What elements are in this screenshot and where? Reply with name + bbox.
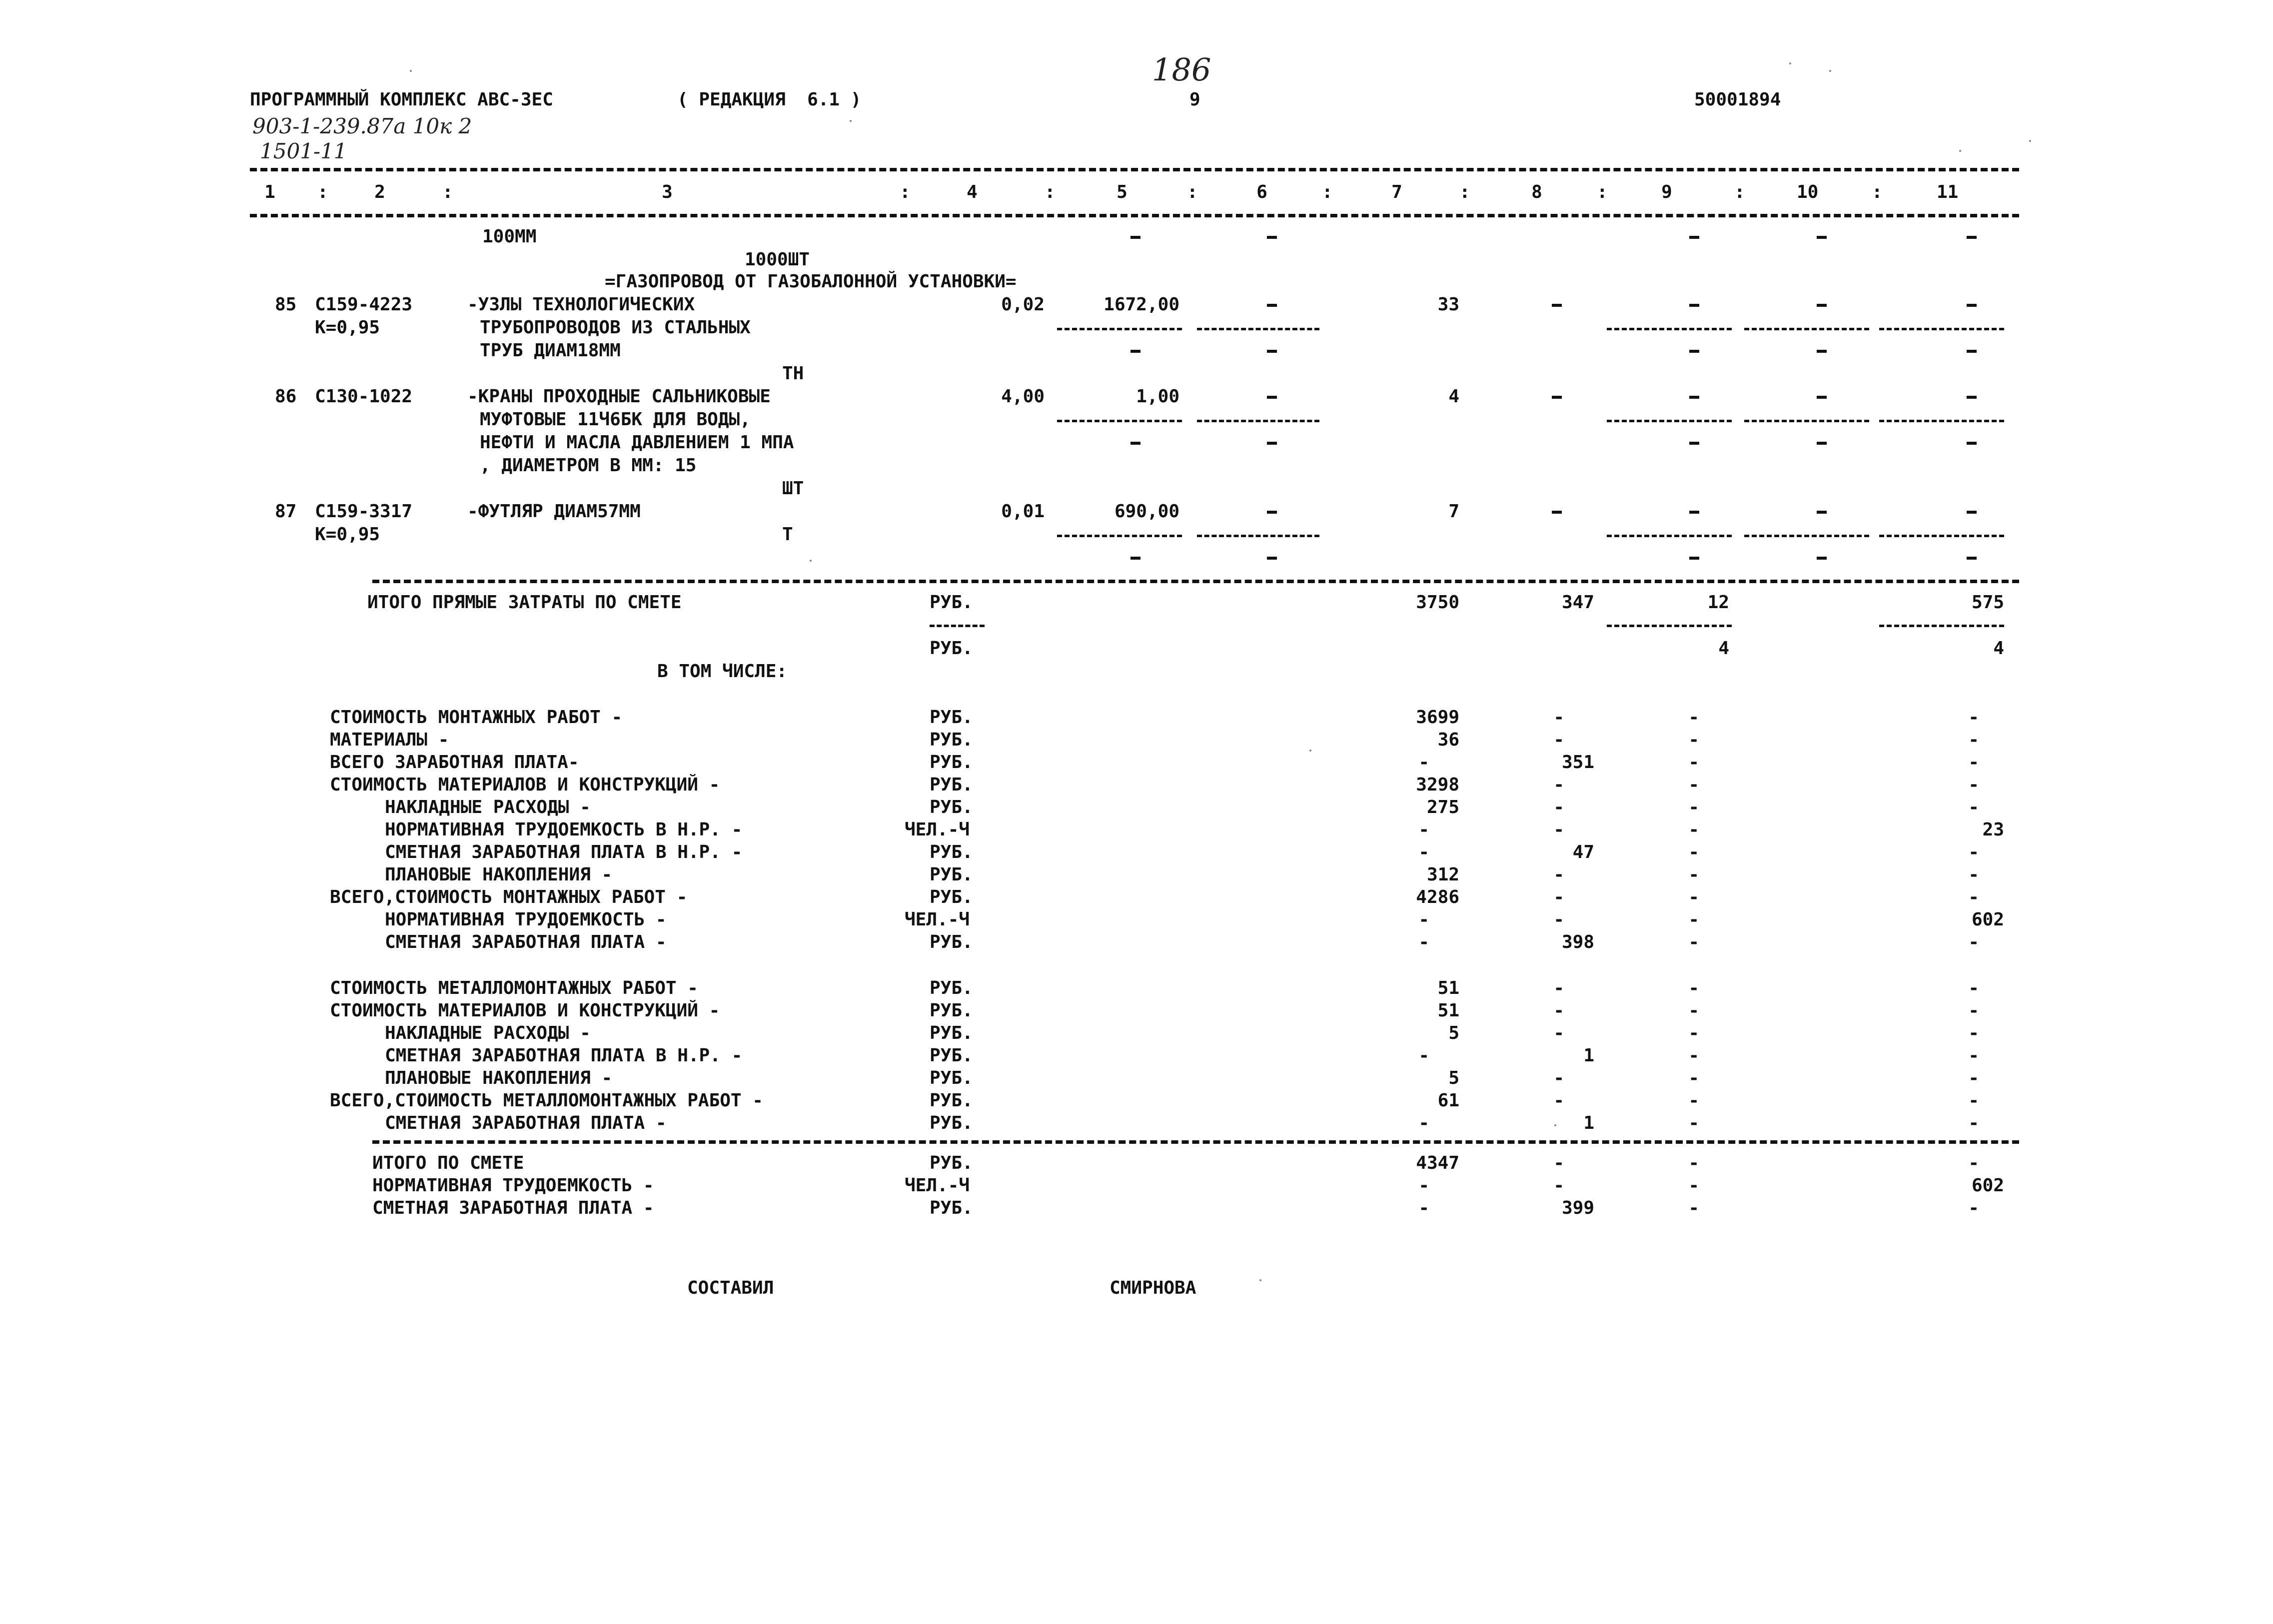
row-col7: 5 bbox=[1448, 1068, 1459, 1088]
row-col9: - bbox=[1688, 707, 1699, 728]
dash-11 bbox=[1967, 511, 1977, 514]
row-unit: РУБ. bbox=[930, 1113, 973, 1133]
direct-costs-col9: 12 bbox=[1707, 592, 1729, 613]
row-col11: - bbox=[1968, 978, 1979, 998]
dash-8 bbox=[1552, 511, 1562, 514]
row-unit: РУБ. bbox=[930, 1153, 973, 1173]
row-unit: ЧЕЛ.-Ч bbox=[905, 909, 970, 930]
row-col9: - bbox=[1688, 730, 1699, 750]
handwritten-page-number: 186 bbox=[1152, 51, 1211, 88]
dash-5b bbox=[1131, 442, 1140, 445]
direct-costs-col7: 3750 bbox=[1416, 592, 1459, 613]
item-code: С159-4223 bbox=[315, 294, 413, 315]
dash-5b bbox=[1131, 350, 1140, 353]
row-label: СТОИМОСТЬ МЕТАЛЛОМОНТАЖНЫХ РАБОТ - bbox=[330, 978, 698, 998]
col-header-2: 2 bbox=[374, 182, 385, 202]
row-label: ВСЕГО,СТОИМОСТЬ МОНТАЖНЫХ РАБОТ - bbox=[330, 887, 688, 907]
item-total: 4 bbox=[1448, 386, 1459, 407]
including-heading: В ТОМ ЧИСЛЕ: bbox=[657, 661, 788, 682]
row-col11: 602 bbox=[1971, 1175, 2004, 1196]
item-quantity: 0,01 bbox=[1001, 501, 1045, 522]
subrule-11 bbox=[1879, 328, 2004, 330]
row-col11: - bbox=[1968, 1045, 1979, 1066]
subrule-6 bbox=[1197, 420, 1319, 422]
row-col9: - bbox=[1688, 819, 1699, 840]
compiled-by-label: СОСТАВИЛ bbox=[687, 1278, 774, 1298]
row-unit: РУБ. bbox=[930, 932, 973, 952]
col-sep: : bbox=[1872, 182, 1883, 202]
row-unit: РУБ. bbox=[930, 864, 973, 885]
col-sep: : bbox=[900, 182, 911, 202]
dash-6 bbox=[1267, 396, 1277, 399]
row-col8: - bbox=[1553, 797, 1564, 817]
row-col9: - bbox=[1688, 978, 1699, 998]
subrule-9 bbox=[1607, 328, 1732, 330]
handwritten-sheet-number: 1501-11 bbox=[260, 139, 347, 163]
dash-11b bbox=[1967, 350, 1977, 353]
col-header-9: 9 bbox=[1661, 182, 1672, 202]
scan-speck bbox=[810, 560, 812, 562]
edition-label: ( РЕДАКЦИЯ 6.1 ) bbox=[677, 89, 862, 110]
rule-items-end bbox=[372, 580, 2019, 583]
rule-breakdown-end bbox=[372, 1140, 2019, 1144]
dash-11 bbox=[1967, 304, 1977, 307]
subrule-unit bbox=[930, 625, 985, 627]
item-unit-price: 690,00 bbox=[1114, 501, 1179, 522]
row-label: СМЕТНАЯ ЗАРАБОТНАЯ ПЛАТА В Н.Р. - bbox=[385, 1045, 743, 1066]
row-col11: - bbox=[1968, 1198, 1979, 1218]
row-unit: РУБ. bbox=[930, 887, 973, 907]
row-col8: 1 bbox=[1583, 1045, 1594, 1066]
item-name-line-3: ТРУБ ДИАМ18ММ bbox=[480, 340, 621, 361]
row-unit: РУБ. bbox=[930, 1045, 973, 1066]
col-header-5: 5 bbox=[1117, 182, 1128, 202]
row-col8: 351 bbox=[1561, 752, 1594, 773]
dash-6b bbox=[1267, 350, 1277, 353]
row-col9: - bbox=[1688, 1198, 1699, 1218]
subrow-col11: 4 bbox=[1993, 638, 2004, 659]
row-label: СМЕТНАЯ ЗАРАБОТНАЯ ПЛАТА - bbox=[385, 932, 667, 952]
row-col7: 3699 bbox=[1416, 707, 1459, 728]
row-col7: 51 bbox=[1437, 978, 1459, 998]
row-unit: РУБ. bbox=[930, 1198, 973, 1218]
dash-5b bbox=[1131, 557, 1140, 560]
scan-speck bbox=[1554, 1124, 1556, 1126]
row-unit: РУБ. bbox=[930, 842, 973, 862]
item-number: 86 bbox=[275, 386, 297, 407]
item-quantity: 0,02 bbox=[1001, 294, 1045, 315]
row-label: СМЕТНАЯ ЗАРАБОТНАЯ ПЛАТА - bbox=[385, 1113, 667, 1133]
subrule-11 bbox=[1879, 420, 2004, 422]
dash-11b bbox=[1967, 557, 1977, 560]
row-unit: РУБ. bbox=[930, 752, 973, 773]
row-label: ВСЕГО,СТОИМОСТЬ МЕТАЛЛОМОНТАЖНЫХ РАБОТ - bbox=[330, 1090, 763, 1111]
row-col8: 47 bbox=[1572, 842, 1594, 862]
row-unit: ЧЕЛ.-Ч bbox=[905, 1175, 970, 1196]
row-col7: 61 bbox=[1437, 1090, 1459, 1111]
row-col8: - bbox=[1553, 707, 1564, 728]
row-col9: - bbox=[1688, 775, 1699, 795]
compiled-by-name: СМИРНОВА bbox=[1110, 1278, 1196, 1298]
row-col7: - bbox=[1418, 819, 1429, 840]
row-col9: - bbox=[1688, 1090, 1699, 1111]
row-col9: - bbox=[1688, 1113, 1699, 1133]
item-coefficient: К=0,95 bbox=[315, 317, 380, 338]
dash-10b bbox=[1817, 557, 1827, 560]
item-unit: ШТ bbox=[782, 478, 804, 499]
row-col9: - bbox=[1688, 909, 1699, 930]
document-code: 50001894 bbox=[1694, 89, 1781, 110]
row-unit: ЧЕЛ.-Ч bbox=[905, 819, 970, 840]
row-col7: 312 bbox=[1426, 864, 1459, 885]
subrule-10 bbox=[1744, 535, 1869, 537]
row-label: СМЕТНАЯ ЗАРАБОТНАЯ ПЛАТА - bbox=[372, 1198, 654, 1218]
row-col9: - bbox=[1688, 752, 1699, 773]
col-sep: : bbox=[1322, 182, 1333, 202]
row-col8: - bbox=[1553, 887, 1564, 907]
scan-speck bbox=[1789, 62, 1791, 64]
row-col7: - bbox=[1418, 1198, 1429, 1218]
item-number: 87 bbox=[275, 501, 297, 522]
carry-dash-10 bbox=[1817, 236, 1827, 239]
row-label: ИТОГО ПО СМЕТЕ bbox=[372, 1153, 524, 1173]
subrule-5 bbox=[1057, 328, 1182, 330]
dash-10 bbox=[1817, 304, 1827, 307]
col-sep: : bbox=[1187, 182, 1198, 202]
dash-11 bbox=[1967, 396, 1977, 399]
row-col11: - bbox=[1968, 707, 1979, 728]
subrule-9 bbox=[1607, 535, 1732, 537]
subrule-6 bbox=[1197, 328, 1319, 330]
carry-dash-6 bbox=[1267, 236, 1277, 239]
item-total: 33 bbox=[1437, 294, 1459, 315]
handwritten-project-number: 903-1-239.87а 10к 2 bbox=[252, 114, 472, 138]
col-sep: : bbox=[1045, 182, 1056, 202]
row-col8: - bbox=[1553, 1175, 1564, 1196]
item-unit: Т bbox=[782, 524, 793, 545]
row-col8: - bbox=[1553, 909, 1564, 930]
row-label: НОРМАТИВНАЯ ТРУДОЕМКОСТЬ - bbox=[385, 909, 667, 930]
carry-dash-9 bbox=[1689, 236, 1699, 239]
subrule-10 bbox=[1744, 420, 1869, 422]
row-col8: - bbox=[1553, 1090, 1564, 1111]
row-col9: - bbox=[1688, 1068, 1699, 1088]
scan-speck bbox=[1259, 1279, 1261, 1281]
scan-speck bbox=[1309, 750, 1311, 752]
row-col8: - bbox=[1553, 978, 1564, 998]
direct-costs-unit: РУБ. bbox=[930, 592, 973, 613]
row-col11: 23 bbox=[1982, 819, 2004, 840]
row-col11: - bbox=[1968, 887, 1979, 907]
row-label: ПЛАНОВЫЕ НАКОПЛЕНИЯ - bbox=[385, 1068, 613, 1088]
col-sep: : bbox=[1597, 182, 1608, 202]
col-header-4: 4 bbox=[967, 182, 978, 202]
subrule-10 bbox=[1744, 328, 1869, 330]
row-col9: - bbox=[1688, 887, 1699, 907]
row-col7: 4347 bbox=[1416, 1153, 1459, 1173]
row-col7: - bbox=[1418, 1113, 1429, 1133]
row-unit: РУБ. bbox=[930, 1023, 973, 1043]
row-col8: - bbox=[1553, 730, 1564, 750]
row-unit: РУБ. bbox=[930, 1000, 973, 1021]
row-label: СТОИМОСТЬ МАТЕРИАЛОВ И КОНСТРУКЦИЙ - bbox=[330, 1000, 720, 1021]
direct-costs-col8: 347 bbox=[1561, 592, 1594, 613]
item-code: С159-3317 bbox=[315, 501, 413, 522]
row-unit: РУБ. bbox=[930, 1068, 973, 1088]
item-name-line-1: -ФУТЛЯР ДИАМ57ММ bbox=[467, 501, 641, 522]
row-col11: - bbox=[1968, 842, 1979, 862]
row-col11: - bbox=[1968, 1113, 1979, 1133]
row-col11: - bbox=[1968, 864, 1979, 885]
row-unit: РУБ. bbox=[930, 797, 973, 817]
carry-unit: 1000ШТ bbox=[745, 249, 810, 270]
col-header-1: 1 bbox=[264, 182, 275, 202]
dash-9b bbox=[1689, 557, 1699, 560]
scan-speck bbox=[410, 70, 412, 72]
subrule-11 bbox=[1879, 535, 2004, 537]
subrow-unit: РУБ. bbox=[930, 638, 973, 659]
subrow-col9: 4 bbox=[1718, 638, 1729, 659]
subrule-11 bbox=[1879, 625, 2004, 627]
dash-10b bbox=[1817, 350, 1827, 353]
row-col8: - bbox=[1553, 819, 1564, 840]
subrule-9 bbox=[1607, 420, 1732, 422]
subrule-6 bbox=[1197, 535, 1319, 537]
dash-6b bbox=[1267, 442, 1277, 445]
scan-speck bbox=[1959, 150, 1961, 152]
dash-9 bbox=[1689, 396, 1699, 399]
row-col11: - bbox=[1968, 730, 1979, 750]
scan-speck bbox=[1829, 70, 1831, 72]
item-quantity: 4,00 bbox=[1001, 386, 1045, 407]
row-col11: - bbox=[1968, 932, 1979, 952]
program-title: ПРОГРАММНЫЙ КОМПЛЕКС АВС-3ЕС bbox=[250, 89, 553, 110]
col-header-10: 10 bbox=[1797, 182, 1819, 202]
row-label: НАКЛАДНЫЕ РАСХОДЫ - bbox=[385, 1023, 591, 1043]
row-col9: - bbox=[1688, 1000, 1699, 1021]
col-header-6: 6 bbox=[1256, 182, 1267, 202]
row-unit: РУБ. bbox=[930, 978, 973, 998]
row-col7: - bbox=[1418, 752, 1429, 773]
dash-8 bbox=[1552, 396, 1562, 399]
item-name-line-2: ТРУБОПРОВОДОВ ИЗ СТАЛЬНЫХ bbox=[480, 317, 751, 338]
dash-9 bbox=[1689, 511, 1699, 514]
item-name-line-3: НЕФТИ И МАСЛА ДАВЛЕНИЕМ 1 МПА bbox=[480, 432, 794, 453]
row-col8: - bbox=[1553, 775, 1564, 795]
row-col8: - bbox=[1553, 1023, 1564, 1043]
row-label: СТОИМОСТЬ МОНТАЖНЫХ РАБОТ - bbox=[330, 707, 623, 728]
row-label: НОРМАТИВНАЯ ТРУДОЕМКОСТЬ В Н.Р. - bbox=[385, 819, 743, 840]
item-name-line-4: , ДИАМЕТРОМ В ММ: 15 bbox=[480, 455, 697, 476]
section-title: =ГАЗОПРОВОД ОТ ГАЗОБАЛОННОЙ УСТАНОВКИ= bbox=[605, 271, 1017, 292]
col-header-8: 8 bbox=[1531, 182, 1542, 202]
dash-10 bbox=[1817, 511, 1827, 514]
row-col8: - bbox=[1553, 1153, 1564, 1173]
col-header-11: 11 bbox=[1937, 182, 1959, 202]
page-number: 9 bbox=[1189, 89, 1200, 110]
row-col11: - bbox=[1968, 775, 1979, 795]
row-col9: - bbox=[1688, 842, 1699, 862]
dash-6 bbox=[1267, 511, 1277, 514]
row-col9: - bbox=[1688, 1153, 1699, 1173]
col-sep: : bbox=[1734, 182, 1745, 202]
item-name-line-2: МУФТОВЫЕ 11Ч6БК ДЛЯ ВОДЫ, bbox=[480, 409, 751, 430]
item-unit: ТН bbox=[782, 363, 804, 384]
row-col9: - bbox=[1688, 1023, 1699, 1043]
row-col8: 399 bbox=[1561, 1198, 1594, 1218]
scan-speck bbox=[2029, 140, 2031, 142]
item-total: 7 bbox=[1448, 501, 1459, 522]
rule-header bbox=[250, 214, 2019, 217]
row-col8: 398 bbox=[1561, 932, 1594, 952]
dash-11b bbox=[1967, 442, 1977, 445]
dash-8 bbox=[1552, 304, 1562, 307]
row-col9: - bbox=[1688, 864, 1699, 885]
dash-9b bbox=[1689, 350, 1699, 353]
col-sep: : bbox=[317, 182, 328, 202]
item-unit-price: 1672,00 bbox=[1104, 294, 1179, 315]
row-col11: - bbox=[1968, 1153, 1979, 1173]
row-col7: - bbox=[1418, 1045, 1429, 1066]
row-label: СМЕТНАЯ ЗАРАБОТНАЯ ПЛАТА В Н.Р. - bbox=[385, 842, 743, 862]
carry-dash-11 bbox=[1967, 236, 1977, 239]
dash-9b bbox=[1689, 442, 1699, 445]
row-col11: - bbox=[1968, 1068, 1979, 1088]
row-label: ВСЕГО ЗАРАБОТНАЯ ПЛАТА- bbox=[330, 752, 579, 773]
row-col11: - bbox=[1968, 752, 1979, 773]
subrule-5 bbox=[1057, 535, 1182, 537]
row-col7: - bbox=[1418, 909, 1429, 930]
subrule-5 bbox=[1057, 420, 1182, 422]
row-col7: 3298 bbox=[1416, 775, 1459, 795]
rule-top bbox=[250, 168, 2019, 171]
row-col7: 275 bbox=[1426, 797, 1459, 817]
item-unit-price: 1,00 bbox=[1136, 386, 1179, 407]
row-col7: - bbox=[1418, 1175, 1429, 1196]
row-col11: - bbox=[1968, 1023, 1979, 1043]
dash-10 bbox=[1817, 396, 1827, 399]
row-unit: РУБ. bbox=[930, 1090, 973, 1111]
row-unit: РУБ. bbox=[930, 707, 973, 728]
row-col7: 51 bbox=[1437, 1000, 1459, 1021]
row-label: МАТЕРИАЛЫ - bbox=[330, 730, 449, 750]
carry-dash-5 bbox=[1131, 236, 1140, 239]
row-col9: - bbox=[1688, 932, 1699, 952]
row-col9: - bbox=[1688, 1175, 1699, 1196]
row-col9: - bbox=[1688, 1045, 1699, 1066]
carry-name: 100ММ bbox=[482, 226, 537, 247]
item-name-line-1: -КРАНЫ ПРОХОДНЫЕ САЛЬНИКОВЫЕ bbox=[467, 386, 771, 407]
item-number: 85 bbox=[275, 294, 297, 315]
dash-6b bbox=[1267, 557, 1277, 560]
row-col8: - bbox=[1553, 1068, 1564, 1088]
col-sep: : bbox=[1459, 182, 1470, 202]
row-unit: РУБ. bbox=[930, 775, 973, 795]
col-header-3: 3 bbox=[662, 182, 673, 202]
subrule-9 bbox=[1607, 625, 1732, 627]
col-sep: : bbox=[442, 182, 453, 202]
row-col11: - bbox=[1968, 797, 1979, 817]
direct-costs-col11: 575 bbox=[1971, 592, 2004, 613]
row-col8: - bbox=[1553, 1000, 1564, 1021]
item-name-line-1: -УЗЛЫ ТЕХНОЛОГИЧЕСКИХ bbox=[467, 294, 695, 315]
row-col7: 36 bbox=[1437, 730, 1459, 750]
scan-speck bbox=[850, 120, 852, 122]
row-col8: - bbox=[1553, 864, 1564, 885]
row-unit: РУБ. bbox=[930, 730, 973, 750]
item-coefficient: К=0,95 bbox=[315, 524, 380, 545]
row-col7: - bbox=[1418, 932, 1429, 952]
row-col7: 5 bbox=[1448, 1023, 1459, 1043]
row-col8: 1 bbox=[1583, 1113, 1594, 1133]
row-col7: - bbox=[1418, 842, 1429, 862]
row-label: ПЛАНОВЫЕ НАКОПЛЕНИЯ - bbox=[385, 864, 613, 885]
item-code: С130-1022 bbox=[315, 386, 413, 407]
row-col11: 602 bbox=[1971, 909, 2004, 930]
dash-6 bbox=[1267, 304, 1277, 307]
row-col11: - bbox=[1968, 1000, 1979, 1021]
row-col9: - bbox=[1688, 797, 1699, 817]
row-label: СТОИМОСТЬ МАТЕРИАЛОВ И КОНСТРУКЦИЙ - bbox=[330, 775, 720, 795]
dash-9 bbox=[1689, 304, 1699, 307]
row-label: НОРМАТИВНАЯ ТРУДОЕМКОСТЬ - bbox=[372, 1175, 654, 1196]
direct-costs-label: ИТОГО ПРЯМЫЕ ЗАТРАТЫ ПО СМЕТЕ bbox=[367, 592, 682, 613]
row-col11: - bbox=[1968, 1090, 1979, 1111]
col-header-7: 7 bbox=[1391, 182, 1402, 202]
dash-10b bbox=[1817, 442, 1827, 445]
row-col7: 4286 bbox=[1416, 887, 1459, 907]
row-label: НАКЛАДНЫЕ РАСХОДЫ - bbox=[385, 797, 591, 817]
